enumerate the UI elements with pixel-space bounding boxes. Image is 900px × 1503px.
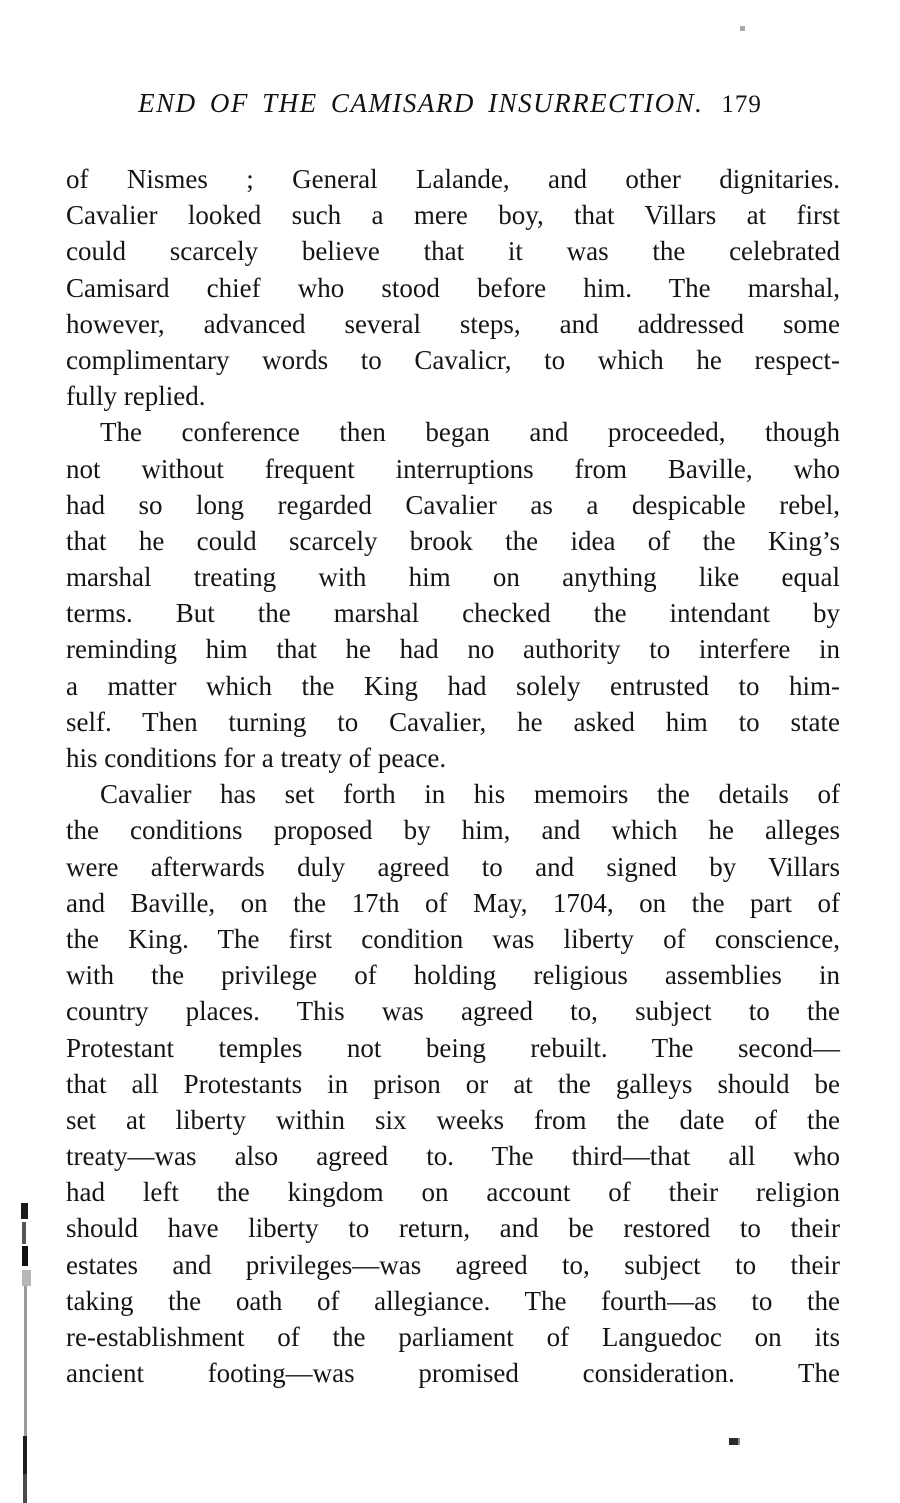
text-line: Protestant temples not being rebuilt. The second— (66, 1032, 840, 1063)
text-line: estates and privileges—was agreed to, subject to their (66, 1249, 840, 1280)
text-line: a matter which the King had solely entrusted to him- (66, 670, 840, 701)
text-line: the King. The first condition was liberty of conscience, (66, 923, 840, 954)
text-line: terms. But the marshal checked the intendant by (66, 598, 840, 629)
scan-artifact-dot (729, 1438, 740, 1445)
text-line: The conference then began and proceeded, though (100, 417, 840, 448)
header-title: END OF THE CAMISARD INSURRECTION. (138, 88, 704, 118)
text-line: country places. This was agreed to, subject to the (66, 996, 840, 1027)
text-line: Camisard chief who stood before him. The marshal, (66, 272, 840, 303)
text-line: Cavalier has set forth in his memoirs the details of (100, 779, 840, 810)
scan-artifact-vertical-line (23, 1436, 27, 1474)
scan-artifact-streak-blob (21, 1203, 28, 1219)
text-line: reminding him that he had no authority to interfere in (66, 634, 840, 665)
text-line: that all Protestants in prison or at the galleys should be (66, 1068, 840, 1099)
text-line: that he could scarcely brook the idea of the King’s (66, 525, 840, 556)
text-line: not without frequent interruptions from Baville, who (66, 453, 840, 484)
text-line: fully replied. (66, 381, 206, 412)
text-line: re-establishment of the parliament of Languedoc on its (66, 1322, 840, 1352)
scan-artifact-streak-blob (22, 1246, 28, 1266)
text-line: set at liberty within six weeks from the date of the (66, 1104, 840, 1135)
text-line: had so long regarded Cavalier as a despicable rebel, (66, 489, 840, 520)
text-line: could scarcely believe that it was the celebrated (66, 236, 840, 267)
scan-artifact-dot (740, 26, 745, 31)
text-line: and Baville, on the 17th of May, 1704, on the part of (66, 887, 840, 918)
scan-artifact-streak-blob (22, 1270, 31, 1286)
scan-artifact-vertical-line (23, 1474, 27, 1503)
text-line: complimentary words to Cavalicr, to which he respect- (66, 344, 840, 375)
text-line: with the privilege of holding religious assemblies in (66, 960, 840, 991)
running-header (0, 88, 900, 119)
text-line: had left the kingdom on account of their religion (66, 1177, 840, 1208)
text-line: self. Then turning to Cavalier, he asked him to state (66, 706, 840, 737)
body-text (66, 161, 840, 1391)
text-line: of Nismes ; General Lalande, and other dignitaries. (66, 164, 840, 194)
text-line: should have liberty to return, and be restored to their (66, 1213, 840, 1244)
text-line: treaty—was also agreed to. The third—that all who (66, 1141, 840, 1172)
text-line: taking the oath of allegiance. The fourth—as to the (66, 1285, 840, 1316)
scan-artifact-streak-blob (22, 1222, 26, 1244)
text-line: ancient footing—was promised consideration. The (66, 1358, 840, 1389)
text-line: however, advanced several steps, and addressed some (66, 308, 840, 339)
page-number: 179 (721, 91, 762, 118)
text-line: marshal treating with him on anything like equal (66, 562, 840, 593)
text-line: his conditions for a treaty of peace. (66, 743, 447, 773)
text-line: were afterwards duly agreed to and signed by Villars (66, 851, 840, 882)
text-line: Cavalier looked such a mere boy, that Villars at first (66, 200, 840, 231)
text-line: the conditions proposed by him, and which he alleges (66, 815, 840, 846)
